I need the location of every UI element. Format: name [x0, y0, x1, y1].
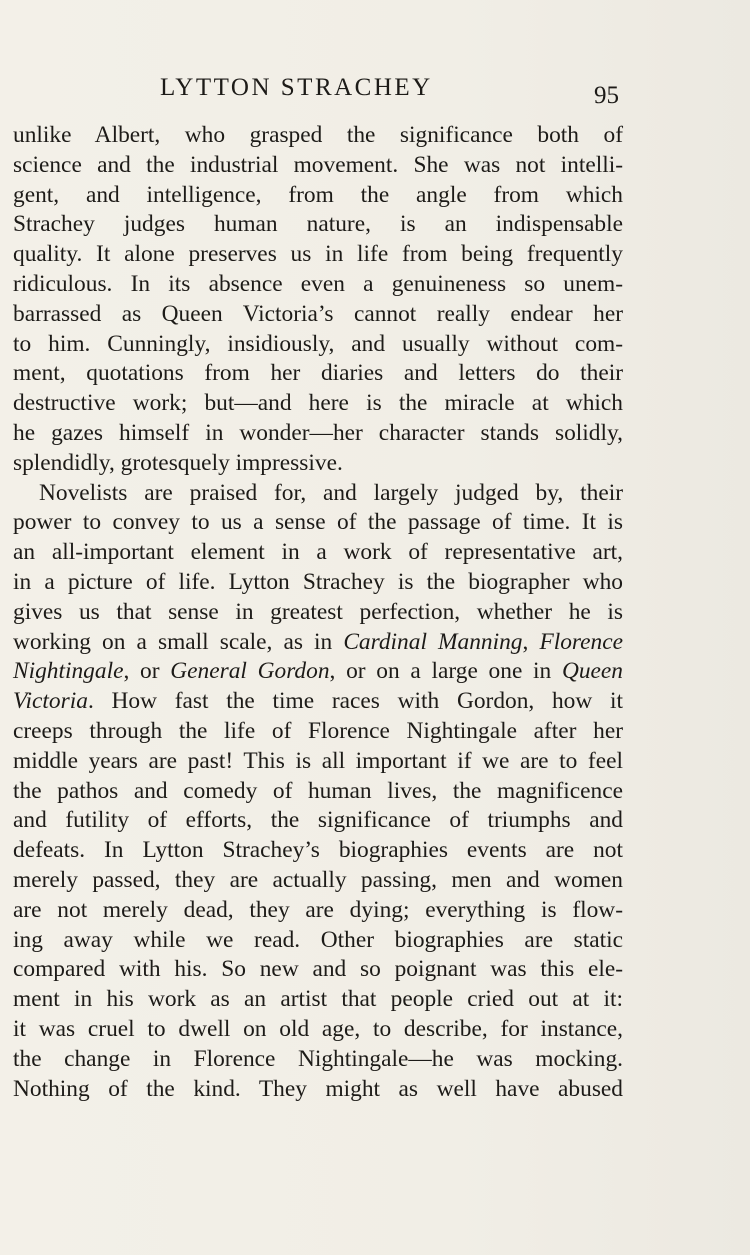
- text-line: compared with his. So new and so poignant was this ele-: [13, 956, 623, 983]
- text-line: Novelists are praised for, and largely judged by, their: [39, 479, 623, 506]
- text-line: it was cruel to dwell on old age, to describe, for instance,: [13, 1015, 623, 1042]
- text-segment: , or: [123, 658, 171, 685]
- text-line: are not merely dead, they are dying; everything is flow-: [13, 896, 623, 923]
- text-line: the pathos and comedy of human lives, the magnificence: [13, 777, 623, 804]
- text-segment: ,: [522, 628, 540, 655]
- text-line: Strachey judges human nature, is an indispensable: [13, 211, 623, 238]
- text-line: quality. It alone preserves us in life from being frequently: [13, 241, 623, 268]
- text-segment: . How fast the time races with Gordon, how it: [87, 688, 623, 715]
- text-line: ment, quotations from her diaries and letters do their: [13, 360, 623, 387]
- page-number: 95: [594, 82, 619, 109]
- text-line: power to convey to us a sense of the passage of time. It is: [13, 509, 623, 536]
- text-line: [13, 628, 623, 658]
- text-line: creeps through the life of Florence Nightingale after her: [13, 717, 623, 744]
- text-line: ridiculous. In its absence even a genuineness so unem-: [13, 270, 623, 297]
- text-line: unlike Albert, who grasped the significance both of: [13, 122, 623, 148]
- text-line: Nothing of the kind. They might as well have abused: [13, 1075, 623, 1102]
- text-line: to him. Cunningly, insidiously, and usually without com-: [13, 330, 623, 357]
- book-title-cardinal-manning: Cardinal Manning: [343, 628, 523, 655]
- running-head-title: LYTTON STRACHEY: [160, 74, 433, 101]
- text-line: merely passed, they are actually passing, men and women: [13, 866, 623, 893]
- text-line: barrassed as Queen Victoria’s cannot really endear her: [13, 300, 623, 327]
- text-line: ing away while we read. Other biographies are static: [13, 926, 623, 953]
- text-line: science and the industrial movement. She was not intelli-: [13, 151, 623, 178]
- text-line: splendidly, grotesquely impressive.: [13, 449, 343, 476]
- book-title-florence: Florence: [539, 628, 624, 655]
- book-title-queen: Queen: [561, 658, 623, 685]
- text-line: he gazes himself in wonder—her character stands solidly,: [13, 419, 623, 446]
- text-line: middle years are past! This is all important if we are to feel: [13, 747, 623, 774]
- text-line: [13, 687, 623, 717]
- text-line: defeats. In Lytton Strachey’s biographies events are not: [13, 837, 623, 864]
- book-title-victoria: Victoria: [13, 688, 88, 715]
- body-text: [13, 121, 623, 1104]
- book-title-nightingale: Nightingale: [13, 658, 124, 685]
- text-line: in a picture of life. Lytton Strachey is the biographer who: [13, 568, 623, 595]
- text-line: an all-important element in a work of representative art,: [13, 539, 623, 566]
- text-line: gent, and intelligence, from the angle from which: [13, 181, 623, 208]
- text-line: the change in Florence Nightingale—he was mocking.: [13, 1045, 623, 1072]
- book-title-general-gordon: General Gordon: [170, 658, 330, 685]
- text-segment: working on a small scale, as in: [13, 628, 344, 655]
- text-line: destructive work; but—and here is the miracle at which: [13, 390, 623, 417]
- text-line: gives us that sense in greatest perfection, whether he is: [13, 598, 623, 625]
- text-segment: , or on a large one in: [329, 658, 562, 685]
- text-line: ment in his work as an artist that people cried out at it:: [13, 986, 623, 1013]
- text-line: [13, 657, 623, 687]
- text-line: and futility of efforts, the significance of triumphs and: [13, 807, 623, 834]
